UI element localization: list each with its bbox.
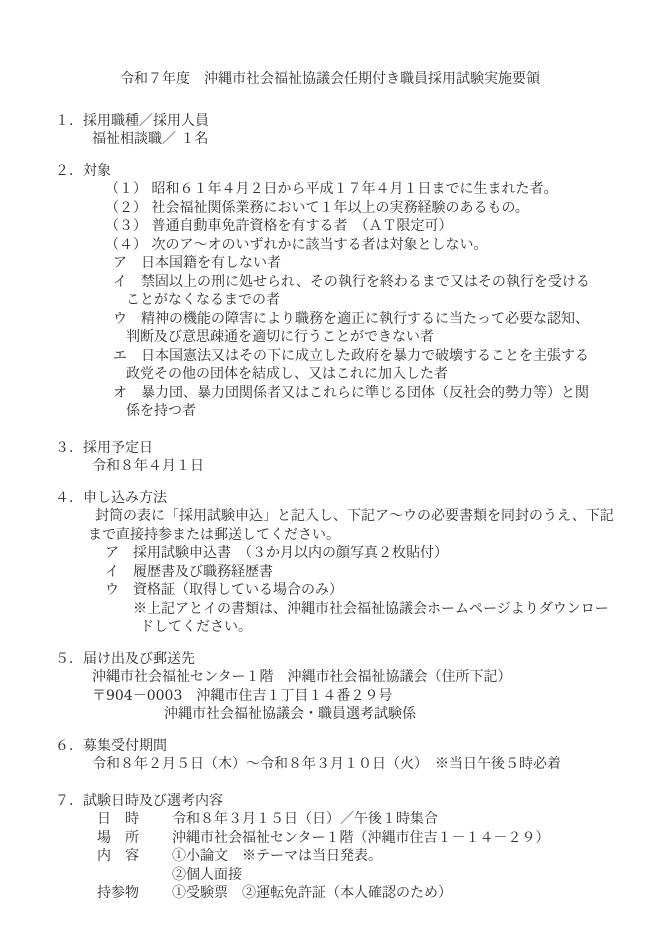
- section-period-body: 令和８年２月５日（木）～令和８年３月１０日（火） ※当日午後５時必着: [92, 756, 561, 772]
- document-title: 令和７年度 沖縄市社会福祉協議会任期付き職員採用試験実施要領: [120, 71, 540, 87]
- exam-row-content-label: 内 容: [97, 848, 139, 864]
- exam-row-bring-label: 持参物: [97, 885, 139, 901]
- eligibility-item-3: （３） 普通自動車免許資格を有する者 （ＡＴ限定可）: [105, 218, 453, 234]
- section-hire-date: [0, 439, 660, 476]
- exam-row-datetime-label: 日 時: [97, 811, 139, 827]
- exclusion-item-i: イ 禁固以上の刑に処せられ、その執行を終わるまで又はその執行を受けることがなくなるまでの者: [113, 273, 590, 308]
- application-document-i: イ 履歴書及び職務経歴書: [105, 563, 273, 580]
- exam-row-datetime: [97, 810, 660, 829]
- section-period: [0, 737, 660, 774]
- exam-row-place: [97, 829, 660, 848]
- exclusion-item-o: オ 暴力団、暴力団関係者又はこれらに準じる団体（反社会的勢力等）と関係を持つ者: [113, 384, 589, 419]
- section-address: [0, 650, 660, 724]
- section-period-heading: ６．募集受付期間: [55, 737, 167, 754]
- section-recruitment: [0, 112, 660, 149]
- section-application-heading: ４．申し込み方法: [55, 489, 167, 506]
- section-exam-heading: ７．試験日時及び選考内容: [55, 792, 223, 809]
- exam-row-place-label: 場 所: [97, 829, 139, 846]
- section-eligibility-heading: ２．対象: [55, 162, 111, 179]
- section-address-heading: ５．届け出及び郵送先: [55, 650, 195, 667]
- exam-row-content-value: ①小論文 ※テーマは当日発表。: [172, 848, 382, 864]
- exam-row-bring: [97, 884, 660, 903]
- address-line-1: 沖縄市社会福祉センター１階 沖縄市社会福祉協議会（住所下記）: [92, 669, 512, 685]
- eligibility-item-1: （１） 昭和６１年４月２日から平成１７年４月１日までに生まれた者。: [105, 181, 558, 197]
- eligibility-item-4: （４） 次のア～オのいずれかに該当する者は対象としない。: [105, 236, 488, 253]
- exclusion-item-e: エ 日本国憲法又はその下に成立した政府を暴力で破壊することを主張する政党その他の団体を結成し、又はこれに加入した者: [113, 347, 589, 382]
- exam-row-place-value: 沖縄市社会福祉センター１階（沖縄市住吉１－１４－２９）: [172, 829, 550, 846]
- section-exam: [0, 792, 660, 903]
- section-recruitment-heading: １．採用職種／採用人員: [55, 112, 209, 129]
- exam-row-bring-value: ①受験票 ②運転免許証（本人確認のため）: [172, 885, 452, 901]
- exam-row-content-2-value: ②個人面接: [172, 866, 242, 883]
- exclusion-item-u: ウ 精神の機能の障害により職務を適正に執行するに当たって必要な認知、判断及び意思疎通を適切に行うことができない者: [113, 310, 589, 345]
- exam-row-content-2: [97, 866, 660, 885]
- section-eligibility: [0, 162, 660, 421]
- section-application: [0, 489, 660, 637]
- application-document-a: ア 採用試験申込書 （３か月以内の顔写真２枚貼付）: [105, 545, 448, 561]
- address-line-2: 〒904－0003 沖縄市住吉１丁目１４番２９号: [92, 687, 393, 704]
- eligibility-item-2: （２） 社会福祉関係業務において１年以上の実務経験のあるもの。: [105, 199, 529, 216]
- application-document-u: ウ 資格証（取得している場合のみ）: [105, 582, 343, 598]
- section-recruitment-body: 福祉相談職／ １名: [92, 131, 209, 147]
- section-hire-date-heading: ３．採用予定日: [55, 439, 153, 456]
- exam-row-content: [97, 847, 660, 866]
- exam-row-datetime-value: 令和８年３月１５日（日）／午後１時集合: [172, 811, 438, 827]
- application-instructions: 封筒の表に「採用試験申込」と記入し、下記ア～ウの必要書類を同封のうえ、下記まで直接持参または郵送してください。: [88, 508, 614, 543]
- address-line-3: 沖縄市社会福祉協議会・職員選考試験係: [164, 706, 416, 722]
- section-hire-date-body: 令和８年４月１日: [92, 458, 204, 474]
- application-download-note: ※上記アとイの書類は、沖縄市社会福祉協議会ホームページよりダウンロードしてください。: [133, 600, 609, 635]
- exclusion-item-a: ア 日本国籍を有しない者: [113, 255, 281, 271]
